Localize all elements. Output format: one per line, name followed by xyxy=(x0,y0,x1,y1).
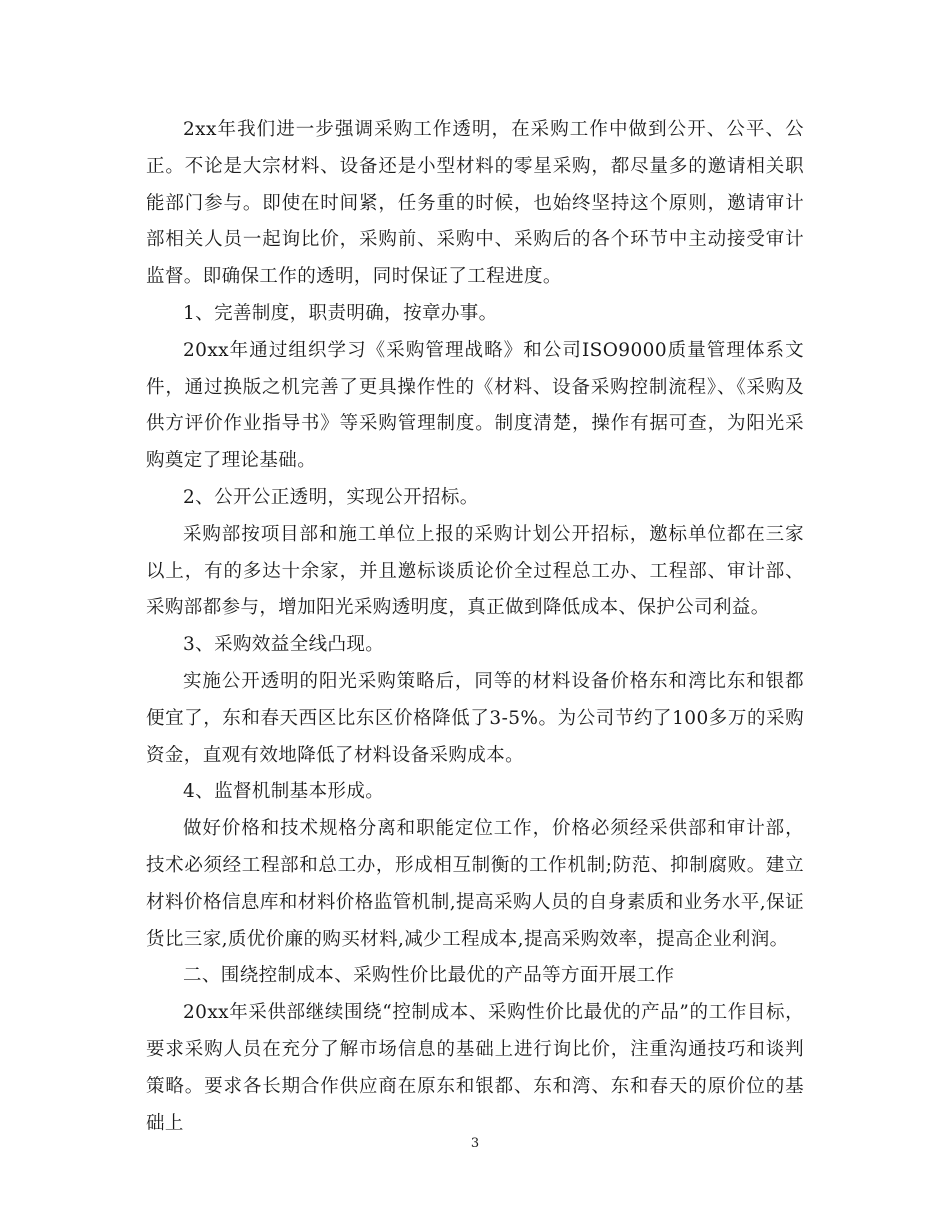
paragraph-supervision-mechanism: 做好价格和技术规格分离和职能定位工作，价格必须经采供部和审计部，技术必须经工程部和总工办，形成相互制衡的工作机制;防范、抑制腐败。建立材料价格信息库和材料价格监管机制,提高采购人员的自身素质和业务水平,保证货比三家,质优价廉的购买材料,减少工程成本,提高采购效率，提高企业利润。 xyxy=(146,818,804,950)
section-heading-4: 4、监督机制基本形成。 xyxy=(183,781,385,803)
paragraph-procurement-benefits: 实施公开透明的阳光采购策略后，同等的材料设备价格东和湾比东和银都便宜了，东和春天西区比东区价格降低了3-5%。为公司节约了100多万的采购资金，直观有效地降低了材料设备采购成本。 xyxy=(146,670,804,766)
paragraph-system-improvement: 20xx年通过组织学习《采购管理战略》和公司ISO9000质量管理体系文件，通过换版之机完善了更具操作性的《材料、设备采购控制流程》、《采购及供方评价作业指导书》等采购管理制度。制度清楚，操作有据可查，为阳光采购奠定了理论基础。 xyxy=(146,339,804,472)
paragraph-public-bidding: 采购部按项目部和施工单位上报的采购计划公开招标，邀标单位都在三家以上，有的多达十余家，并且邀标谈质论价全过程总工办、工程部、审计部、采购部都参与，增加阳光采购透明度，真正做到降低成本、保护公司利益。 xyxy=(146,523,804,619)
paragraph-cost-control: 20xx年采供部继续围绕“控制成本、采购性价比最优的产品”的工作目标，要求采购人员在充分了解市场信息的基础上进行询比价，注重沟通技巧和谈判策略。要求各长期合作供应商在原东和银都、东和湾、东和春天的原价位的基础上 xyxy=(146,1002,804,1134)
section-heading-2: 2、公开公正透明，实现公开招标。 xyxy=(183,486,479,508)
section-heading-3: 3、采购效益全线凸现。 xyxy=(183,634,385,656)
paragraph-intro-transparency: 2xx年我们进一步强调采购工作透明，在采购工作中做到公开、公平、公正。不论是大宗材料、设备还是小型材料的零星采购，都尽量多的邀请相关职能部门参与。即使在时间紧，任务重的时候，也始终坚持这个原则，邀请审计部相关人员一起询比价，采购前、采购中、采购后的各个环节中主动接受审计监督。即确保工作的透明，同时保证了工程进度。 xyxy=(146,119,804,288)
document-body xyxy=(146,112,804,1142)
chapter-heading-two: 二、围绕控制成本、采购性价比最优的产品等方面开展工作 xyxy=(183,965,675,987)
page-number: 3 xyxy=(470,1136,480,1151)
section-heading-1: 1、完善制度，职责明确，按章办事。 xyxy=(183,302,498,324)
